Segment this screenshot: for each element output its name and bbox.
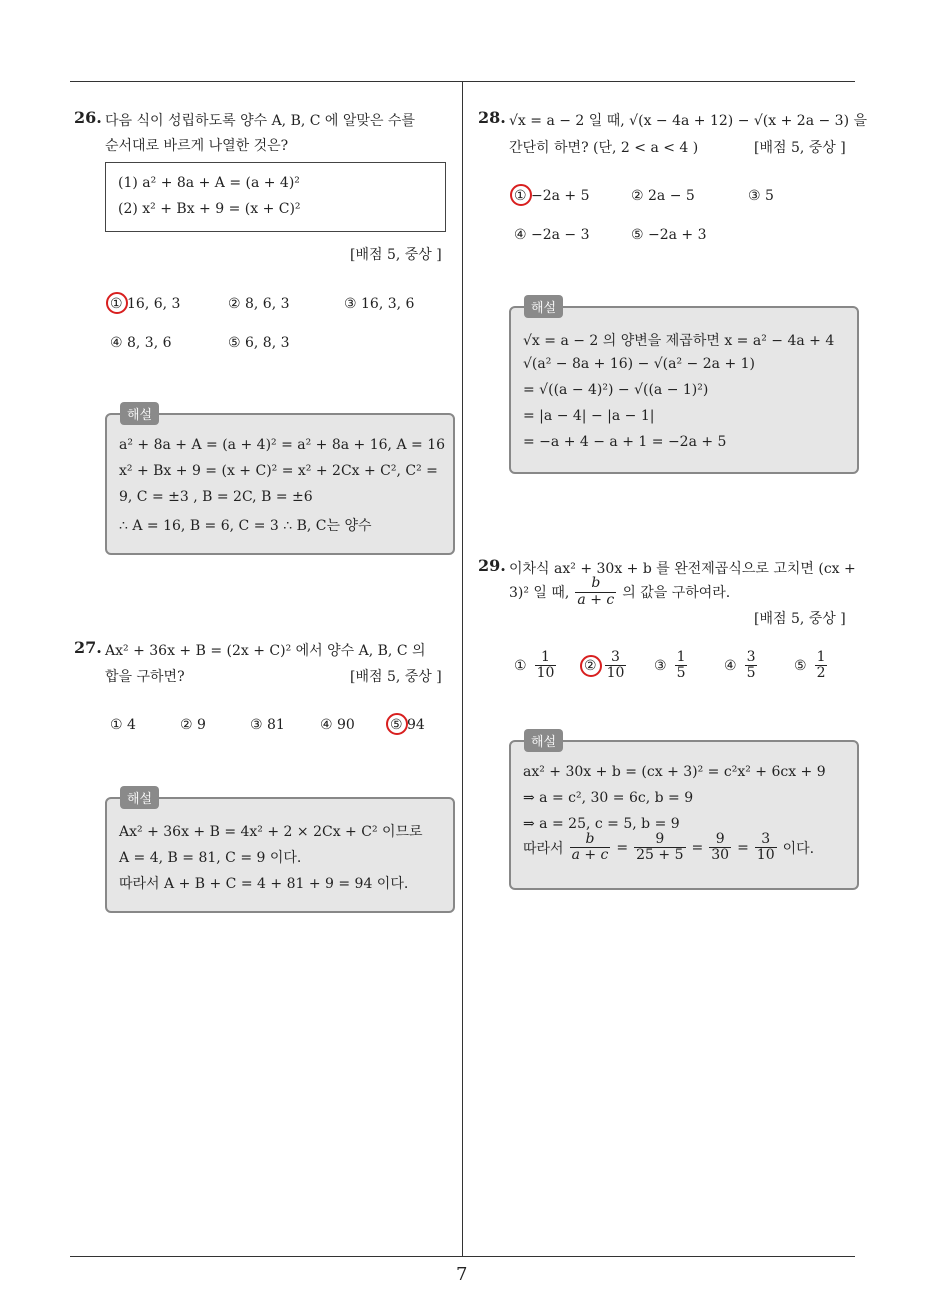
fraction-denominator: 5 — [676, 665, 686, 682]
choice-2[interactable]: ② 9 — [180, 717, 206, 733]
solution-suffix: 이다. — [782, 840, 815, 857]
score-label: [배점 5, 중상 ] — [350, 247, 442, 263]
fraction — [570, 832, 611, 864]
choice-mark: ③ — [654, 657, 667, 674]
solution-line: x² + Bx + 9 = (x + C)² = x² + 2Cx + C², C² = — [119, 463, 438, 479]
solution-tag: 해설 — [524, 295, 563, 318]
column-divider — [462, 81, 463, 1257]
question-text: √x = a − 2 일 때, √(x − 4a + 12) − √(x + 2a − 3) 을 — [509, 113, 868, 129]
choice-4[interactable]: ④ 90 — [320, 717, 355, 733]
question-text: 이차식 ax² + 30x + b 를 완전제곱식으로 고치면 (cx + — [509, 561, 856, 577]
fraction-denominator: 10 — [536, 665, 555, 682]
fraction-denominator: a + c — [577, 591, 615, 608]
choice-4[interactable]: ④ 8, 3, 6 — [110, 335, 172, 351]
choice-mark: ② — [584, 657, 597, 674]
solution-line: ⇒ a = 25, c = 5, b = 9 — [523, 816, 680, 832]
choice-5[interactable]: ⑤ 6, 8, 3 — [228, 335, 290, 351]
choice-3[interactable]: ③ 5 — [748, 188, 774, 204]
fraction-denominator: 5 — [746, 665, 756, 682]
fraction-numerator: 1 — [535, 650, 557, 666]
choice-3[interactable] — [654, 650, 687, 682]
fraction-numerator: 3 — [746, 649, 756, 665]
condition-box — [105, 162, 446, 232]
solution-tag: 해설 — [120, 402, 159, 425]
fraction-numerator: 1 — [816, 649, 826, 665]
question-number: 26. — [74, 108, 102, 127]
choice-mark: ① — [514, 657, 527, 674]
fraction-denominator: 2 — [816, 665, 826, 682]
question-text-line2 — [509, 572, 730, 612]
question-text: 3)² 일 때, — [509, 585, 570, 601]
fraction — [535, 650, 557, 682]
choice-2[interactable]: ② 8, 6, 3 — [228, 296, 290, 312]
choice-2[interactable]: ② 2a − 5 — [631, 188, 695, 204]
score-label: [배점 5, 중상 ] — [350, 669, 442, 685]
solution-line: = −a + 4 − a + 1 = −2a + 5 — [523, 434, 727, 450]
answer-mark-circle — [580, 655, 602, 677]
fraction-numerator: 1 — [676, 649, 686, 665]
choice-mark: ⑤ — [794, 657, 807, 674]
solution-line: A = 4, B = 81, C = 9 이다. — [119, 850, 302, 866]
choice-5[interactable]: ⑤ 94 — [390, 717, 425, 733]
choice-4[interactable]: ④ −2a − 3 — [514, 227, 590, 243]
fraction — [709, 832, 731, 864]
solution-line: 9, C = ±3 , B = 2C, B = ±6 — [119, 489, 313, 505]
condition-1: (1) a² + 8a + A = (a + 4)² — [118, 175, 300, 191]
question-text: Ax² + 36x + B = (2x + C)² 에서 양수 A, B, C 의 — [105, 643, 426, 659]
solution-line: ax² + 30x + b = (cx + 3)² = c²x² + 6cx + 9 — [523, 764, 826, 780]
solution-prefix: 따라서 — [523, 840, 564, 857]
question-number: 27. — [74, 638, 102, 657]
solution-line: ⇒ a = c², 30 = 6c, b = 9 — [523, 790, 694, 806]
fraction-numerator: 9 — [634, 832, 685, 848]
solution-tag: 해설 — [524, 729, 563, 752]
solution-line: = √((a − 4)²) − √((a − 1)²) — [523, 382, 709, 398]
fraction-numerator: 3 — [755, 832, 777, 848]
fraction — [675, 650, 688, 682]
fraction-numerator: b — [575, 576, 616, 592]
equals-sign: = — [691, 839, 704, 856]
equals-sign: = — [616, 839, 629, 856]
solution-tag: 해설 — [120, 786, 159, 809]
fraction-denominator: 10 — [756, 847, 775, 864]
question-text: 순서대로 바르게 나열한 것은? — [105, 138, 289, 154]
fraction-denominator: a + c — [571, 847, 609, 864]
fraction — [605, 650, 627, 682]
fraction-denominator: 10 — [606, 665, 625, 682]
solution-line: ∴ A = 16, B = 6, C = 3 ∴ B, C는 양수 — [119, 518, 372, 534]
solution-line: = |a − 4| − |a − 1| — [523, 408, 655, 424]
question-number: 28. — [478, 108, 506, 127]
fraction — [815, 650, 828, 682]
fraction — [575, 576, 616, 608]
question-text: 합을 구하면? — [105, 669, 185, 685]
solution-line: 따라서 A + B + C = 4 + 81 + 9 = 94 이다. — [119, 876, 409, 892]
answer-mark-circle — [510, 184, 532, 206]
solution-box — [509, 306, 859, 474]
fraction-denominator: 30 — [711, 847, 730, 864]
solution-line — [523, 832, 814, 864]
choice-1[interactable]: ① −2a + 5 — [514, 188, 590, 204]
choice-5[interactable]: ⑤ −2a + 3 — [631, 227, 707, 243]
choice-3[interactable]: ③ 81 — [250, 717, 285, 733]
choice-1[interactable]: ① 4 — [110, 717, 136, 733]
solution-line: √x = a − 2 의 양변을 제곱하면 x = a² − 4a + 4 — [523, 333, 835, 349]
fraction-denominator: 25 + 5 — [636, 847, 684, 864]
score-label: [배점 5, 중상 ] — [754, 611, 846, 627]
bottom-rule — [70, 1256, 855, 1257]
choice-5[interactable] — [794, 650, 827, 682]
choice-1[interactable]: ① 16, 6, 3 — [110, 296, 181, 312]
choice-1[interactable] — [514, 650, 556, 682]
answer-mark-circle — [106, 292, 128, 314]
page-number: 7 — [456, 1264, 468, 1285]
solution-line: Ax² + 36x + B = 4x² + 2 × 2Cx + C² 이므로 — [119, 824, 423, 840]
fraction — [634, 832, 685, 864]
solution-box — [509, 740, 859, 890]
choice-mark: ④ — [724, 657, 737, 674]
fraction-numerator: 3 — [605, 650, 627, 666]
question-number: 29. — [478, 556, 506, 575]
fraction-numerator: b — [570, 832, 611, 848]
answer-mark-circle — [386, 713, 408, 735]
choice-4[interactable] — [724, 650, 757, 682]
solution-box — [105, 797, 455, 913]
fraction-numerator: 9 — [709, 832, 731, 848]
solution-line: a² + 8a + A = (a + 4)² = a² + 8a + 16, A = 16 — [119, 437, 446, 453]
equals-sign: = — [737, 839, 749, 856]
choice-3[interactable]: ③ 16, 3, 6 — [344, 296, 415, 312]
solution-box — [105, 413, 455, 555]
question-text: 의 값을 구하여라. — [622, 585, 731, 601]
fraction — [745, 650, 758, 682]
condition-2: (2) x² + Bx + 9 = (x + C)² — [118, 201, 301, 217]
solution-line: √(a² − 8a + 16) − √(a² − 2a + 1) — [523, 356, 755, 372]
fraction — [755, 832, 777, 864]
score-label: [배점 5, 중상 ] — [754, 140, 846, 156]
question-text: 다음 식이 성립하도록 양수 A, B, C 에 알맞은 수를 — [105, 113, 415, 129]
question-text: 간단히 하면? (단, 2 < a < 4 ) — [509, 140, 699, 156]
